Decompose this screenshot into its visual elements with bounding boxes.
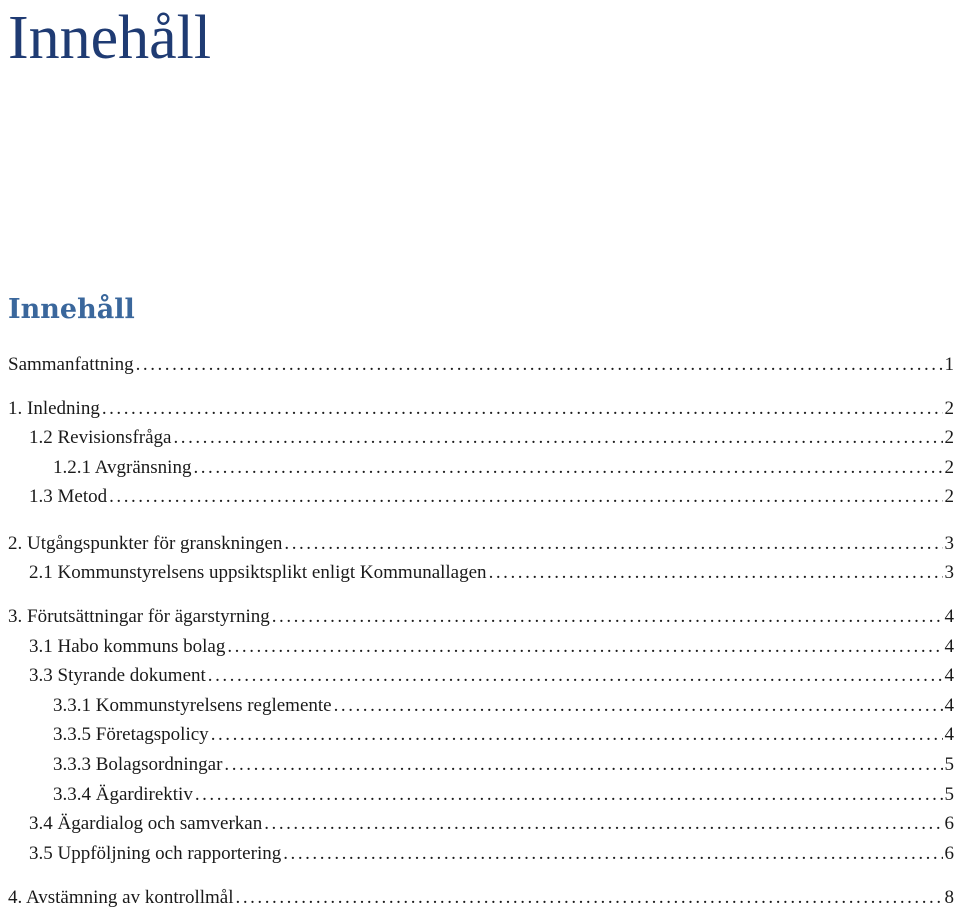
toc-entry-page: 3	[944, 562, 954, 583]
toc-entry-title: 3.3.3 Bolagsordningar	[53, 754, 223, 775]
document-title: Innehåll	[8, 4, 212, 72]
dot-leader	[193, 456, 942, 480]
toc-entry-title: 3.3 Styrande dokument	[29, 665, 206, 686]
toc-entry-title: 2. Utgångspunkter för granskningen	[8, 533, 283, 554]
dot-leader	[211, 723, 943, 747]
toc-entry-habo-bolag[interactable]	[8, 635, 954, 659]
dot-leader	[283, 842, 942, 866]
dot-leader	[272, 605, 943, 629]
toc-entry-page: 6	[944, 843, 954, 864]
dot-leader	[173, 426, 942, 450]
dot-leader	[236, 886, 943, 910]
toc-entry-title: 3.3.1 Kommunstyrelsens reglemente	[53, 695, 332, 716]
dot-leader	[334, 694, 943, 718]
toc-entry-title: 1. Inledning	[8, 398, 100, 419]
toc-entry-title: 2.1 Kommunstyrelsens uppsiktsplikt enligt Kommunallagen	[29, 562, 487, 583]
toc-entry-forutsattningar[interactable]	[8, 605, 954, 629]
toc-entry-avstamning[interactable]	[8, 886, 954, 910]
toc-entry-foretagspolicy[interactable]	[8, 723, 954, 747]
dot-leader	[102, 397, 943, 421]
toc-entry-page: 4	[944, 695, 954, 716]
toc-entry-utgangspunkter[interactable]	[8, 532, 954, 556]
toc-entry-page: 5	[944, 784, 954, 805]
toc-entry-reglemente[interactable]	[8, 694, 954, 718]
toc-entry-revisionsfraga[interactable]	[8, 426, 954, 450]
toc-entry-page: 4	[944, 665, 954, 686]
toc-entry-title: 3. Förutsättningar för ägarstyrning	[8, 606, 270, 627]
toc-entry-title: 4. Avstämning av kontrollmål	[8, 887, 234, 908]
dot-leader	[109, 485, 942, 509]
toc-entry-page: 8	[944, 887, 954, 908]
toc-entry-page: 3	[944, 533, 954, 554]
toc-entry-title: 1.3 Metod	[29, 486, 108, 507]
toc-heading: Innehåll	[8, 294, 135, 325]
toc-entry-metod[interactable]	[8, 485, 954, 509]
toc-entry-title: 1.2 Revisionsfråga	[29, 427, 172, 448]
toc-entry-title: 3.3.5 Företagspolicy	[53, 724, 209, 745]
toc-entry-sammanfattning[interactable]	[8, 353, 954, 377]
dot-leader	[284, 532, 942, 556]
toc-entry-styrande-dokument[interactable]	[8, 664, 954, 688]
toc-entry-page: 4	[944, 636, 954, 657]
toc-entry-page: 4	[944, 606, 954, 627]
toc-entry-page: 2	[944, 398, 954, 419]
toc-entry-page: 2	[944, 457, 954, 478]
toc-entry-title: 3.3.4 Ägardirektiv	[53, 784, 193, 805]
toc-entry-page: 2	[944, 427, 954, 448]
dot-leader	[227, 635, 942, 659]
toc-entry-avgransning[interactable]	[8, 456, 954, 480]
toc-entry-uppsiktsplikt[interactable]	[8, 561, 954, 585]
toc-entry-page: 2	[944, 486, 954, 507]
dot-leader	[208, 664, 943, 688]
toc-entry-page: 6	[944, 813, 954, 834]
dot-leader	[136, 353, 943, 377]
toc-entry-page: 1	[944, 354, 954, 375]
toc-entry-inledning[interactable]	[8, 397, 954, 421]
toc-entry-title: 3.4 Ägardialog och samverkan	[29, 813, 263, 834]
toc-entry-title: 1.2.1 Avgränsning	[53, 457, 192, 478]
toc-entry-bolagsordningar[interactable]	[8, 753, 954, 777]
toc-entry-page: 4	[944, 724, 954, 745]
toc-entry-title: 3.5 Uppföljning och rapportering	[29, 843, 282, 864]
dot-leader	[195, 783, 943, 807]
dot-leader	[489, 561, 943, 585]
toc-entry-agardialog[interactable]	[8, 812, 954, 836]
dot-leader	[264, 812, 942, 836]
dot-leader	[224, 753, 942, 777]
toc-entry-title: Sammanfattning	[8, 354, 134, 375]
toc-entry-title: 3.1 Habo kommuns bolag	[29, 636, 226, 657]
toc-entry-agardirektiv[interactable]	[8, 783, 954, 807]
toc-entry-uppfoljning[interactable]	[8, 842, 954, 866]
toc-entry-page: 5	[944, 754, 954, 775]
table-of-contents	[8, 0, 954, 916]
